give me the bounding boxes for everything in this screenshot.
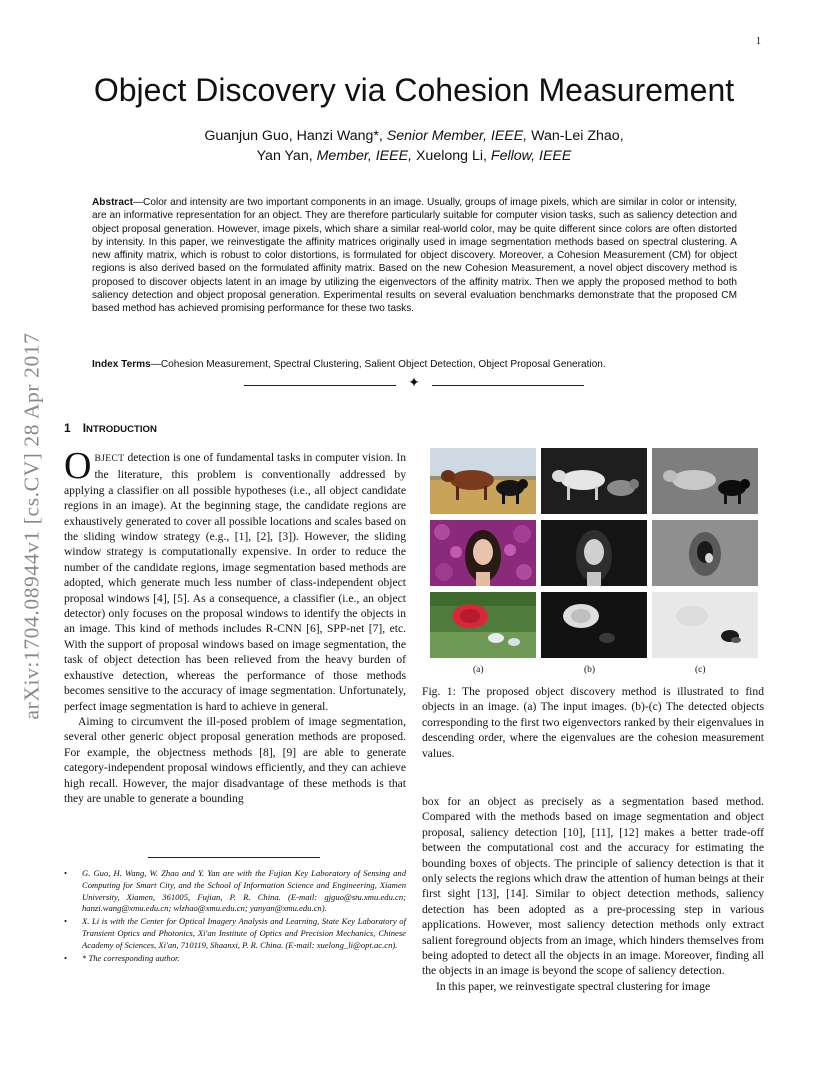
col2-paragraph-2: In this paper, we reinvestigate spectral clustering for image [436,979,711,993]
right-column [422,794,764,994]
intro-smallcaps: BJECT [94,454,125,464]
footnote-text: X. Li is with the Center for Optical Imagery Analysis and Learning, State Key Laboratory of Transient Optics and Photonics, Xi'an Institute of Optics and Precision Mechanics, Chinese Academy of Sciences, Xi'an, 710119, Shaanxi, P. R. China. (E-mail: xuelong_li@opt.ac.cn). [82,916,406,950]
author-line-1 [60,126,768,146]
col2-paragraph-1: box for an object as precisely as a segmentation based method. Compared with the methods based on image segmentation and object proposal, saliency detection [10], [11], [12] makes a better trade-off between the computational cost and the accuracy for estimating the bounding boxes of objects. The principle of saliency detection is that it only selects the regions which draw the attention of human beings at their first sight [13], [14]. Similar to object detection methods, saliency detection has been adopted as a pre-processing step in various applications. However, most saliency detection methods only extract salient foreground objects from an image, which hinders themselves from being adopted to detect all the objects in an image. Moreover, finding all the objects in an image is beyond the scope of saliency detection. [422,795,764,978]
input-image-rose [430,592,536,658]
eigen2-image-rose [652,592,758,658]
footnote-item [64,868,406,915]
left-column [64,445,406,806]
section-rest: NTRODUCTION [86,424,157,435]
eigen2-image-woman [652,520,758,586]
intro-p1-text: detection is one of fundamental tasks in computer vision. In the literature, this problem is conventionally addressed by applying a classifier on all possible hypotheses (i.e., all object candidate regions in an image). At the beginning stage, the candidate regions are exhaustively generated to cover all possible locations and scales based on the sliding window strategy (e.g., [1], [2], [3]). However, the sliding window strategy is computationally expensive. In order to reduce the number of the candidate regions, image segmentation based methods are adopted, which generate much less number of class-independent object proposal windows [4], [5]. As a consequence, a classifier (i.e., an object detector) only focuses on the proposal windows to identify the objects in an image. This kind of methods includes R-CNN [6], SPP-net [7], etc. With the support of proposal windows based on image segmentation, the task of object detection has been relieved from the heavy burden of exhaustive detection, whereas the performance of those methods becomes sensitive to the accuracy of image segmentation. Unfortunately, perfect image segmentation is hard to achieve in general. [64,451,406,713]
author-affil: Fellow, IEEE [490,148,572,164]
drop-cap: O [64,445,92,487]
footnote-bullet: • [64,868,68,878]
figure-label-b: (b) [584,665,596,675]
author-affil: Senior Member, IEEE, [386,128,528,144]
footnotes [64,868,406,965]
footnote-text: G. Guo, H. Wang, W. Zhao and Y. Yan are with the Fujian Key Laboratory of Sensing and Computing for Smart City, and the School of Information Science and Engineering, Xiamen University, Xiamen, 361005, Fujian, P. R. China. (E-mail: gjguo@stu.xmu.edu.cn; hanzi.wang@xmu.edu.cn; wlzhao@xmu.edu.cn; yanyan@xmu.edu.cn). [82,868,406,914]
footnote-item [64,953,406,965]
footnote-bullet: • [64,916,68,927]
index-terms-text: —Cohesion Measurement, Spectral Clustering, Salient Object Detection, Object Proposal Generation. [150,359,606,370]
footnote-text: * The corresponding author. [82,952,180,963]
author-text: Xuelong Li, [415,148,487,164]
figure-label-a: (a) [473,665,484,675]
section-number: 1 [64,421,71,435]
input-image-cows [430,448,536,514]
eigen2-image-cows [652,448,758,514]
eigen1-image-rose [541,592,647,658]
page-number: 1 [756,36,761,47]
eigen1-image-cows [541,448,647,514]
author-text: Guanjun Guo, Hanzi Wang*, [204,128,383,144]
footnote-bullet: • [64,952,68,963]
divider-star-icon: ✦ [408,376,420,391]
figure-caption: Fig. 1: The proposed object discovery method is illustrated to find objects in an image. (a) The input images. (b)-(c) The detected objects corresponding to the first two eigenvectors ranked by their eigenvalues in descending order, where the eigenvalues are the cohesion measurement values. [422,685,764,760]
paper-title: Object Discovery via Cohesion Measurement [93,72,735,108]
author-affil: Member, IEEE, [316,148,413,164]
section-divider [244,378,584,392]
section-heading [64,421,157,435]
index-terms-label: Index Terms [92,359,151,370]
figure-label-c: (c) [695,665,706,675]
author-line-2 [60,146,768,166]
divider-line-right [432,385,584,386]
arxiv-stamp-text: arXiv:1704.08944v1 [cs.CV] 28 Apr 2017 [19,332,44,720]
arxiv-stamp [18,286,46,766]
abstract-label: Abstract [92,197,133,208]
author-list [60,126,768,166]
abstract-text: —Color and intensity are two important components in an image. Usually, groups of image pixels, which are similar in color or intensity, are an informative representation for an object. They are therefore particularly suitable for computer vision tasks, such as saliency detection and object proposal generation. However, image pixels, which share a similar real-world color, may be quite different since colors are often distorted by intensity. In this paper, we reinvestigate the affinity matrices originally used in image segmentation methods based on spectral clustering. A new affinity matrix, which is robust to color distortions, is formulated for object discovery. Moreover, a Cohesion Measurement (CM) for object regions is also derived based on the formulated affinity matrix. Based on the new Cohesion Measurement, a novel object discovery method is proposed to discover objects latent in an image by utilizing the eigenvectors of the affinity matrix. Then we apply the proposed method to both saliency detection and object proposal generation. Experimental results on several evaluation benchmarks demonstrate that the proposed CM based method has achieved promising performance for these two tasks. [92,197,737,315]
footnote-rule [148,857,320,858]
footnote-item [64,916,406,951]
section-initial: I [82,421,87,435]
divider-line-left [244,385,396,386]
author-text: Wan-Lei Zhao, [531,128,624,144]
eigen1-image-woman [541,520,647,586]
index-terms [92,359,737,370]
intro-paragraph-1 [64,445,406,714]
author-text: Yan Yan, [256,148,313,164]
input-image-woman [430,520,536,586]
intro-paragraph-2: Aiming to circumvent the ill-posed problem of image segmentation, several other generic object proposal generation methods are proposed. For example, the objectness methods [8], [9] are able to generate category-independent proposal windows efficiently, and they can achieve high recall. However, the major disadvantage of these methods is that they are unable to generate a bounding [64,714,406,805]
abstract [92,196,737,316]
figure-1-grid [430,448,766,660]
